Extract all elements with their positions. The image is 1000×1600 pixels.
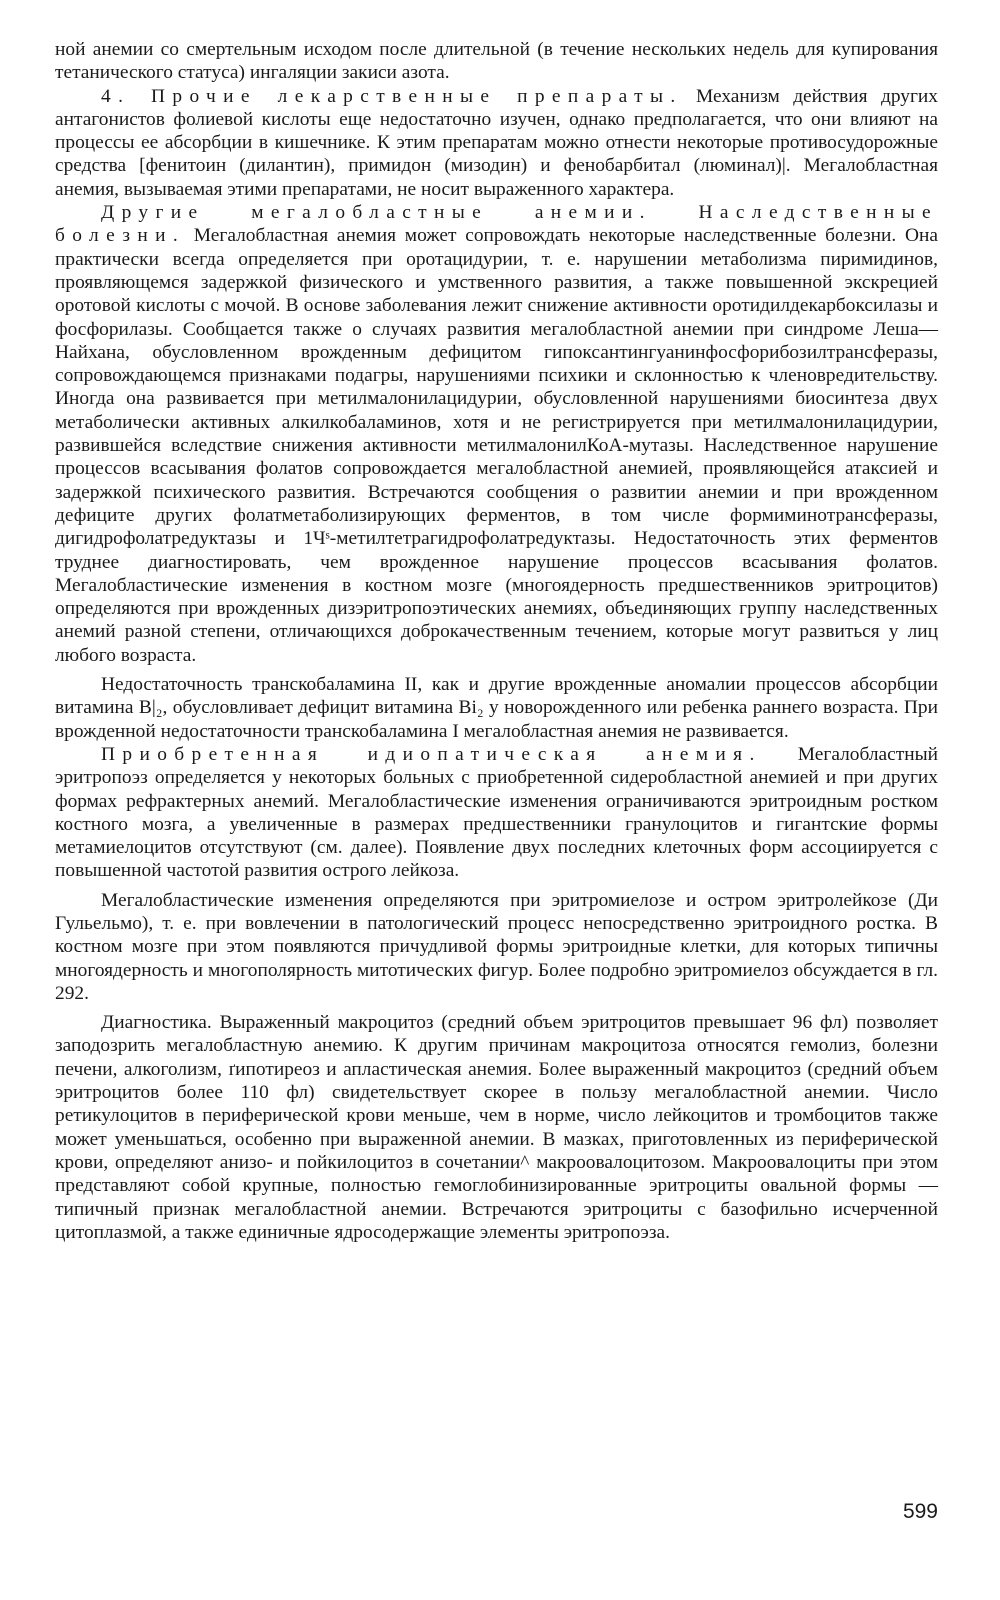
paragraph-nitrous-oxide-end [55,38,938,85]
paragraph-text: Мегалобластная анемия может сопровождать некоторые наследственные болезни. Она практически всегда определяется при оротацидурии, т. е. нарушении метаболизма пиримидинов, проявляющемся задержкой физического и умственного развития, а также повышенной экскрецией оротовой кислоты с мочой. В основе заболевания лежит снижение активности оротидилдекарбоксилазы и фосфорилазы. Сообщается также о случаях развития мегалобластной анемии при синдроме Леша—Найхана, обусловленном врожденным дефицитом гипоксантингуанинфосфорибозилтрансферазы, сопровождающемся признаками подагры, нарушениями психики и склонностью к членовредительству. Иногда она развивается при метилмалонилацидурии, обусловленной нарушениями биосинтеза двух метаболически активных алкилкобаламинов, хотя и не регистрируется при метилмалонилацидурии, развившейся вследствие снижения активности метилмалонилКоА-мутазы. Наследственное нарушение процессов всасывания фолатов сопровождается мегалобластной анемией, проявляющейся атаксией и задержкой психического развития. Встречаются сообщения о развитии анемии и при врожденном дефиците других фолатметаболизирующих ферментов, в том числе формиминотрансферазы, дигидрофолатредуктазы и 1Чˢ-метилтетрагидрофолатредуктазы. Недостаточность этих ферментов труднее диагностировать, чем врожденное нарушение процессов всасывания фолатов. Мегалобластические изменения в костном мозге (многоядерность предшественников эритроцитов) определяются при врожденных дизэритропоэтических анемиях, объединяющих группу наследственных анемий разной степени, отличающихся доброкачественным течением, которые могут развиться у лиц любого возраста. [55,225,938,666]
paragraph-diagnostics [55,1011,938,1244]
paragraph-text: ной анемии со смертельным исходом после длительной (в течение нескольких недель для купирования тетанического статуса) ингаляции закиси азота. [55,39,938,84]
section-lead: Приобретенная идиопатическая анемия. [101,743,762,765]
paragraph-erythromyelosis [55,889,938,1005]
paragraph-text: Мегалобластические изменения определяются при эритромиелозе и остром эритролейкозе (Ди Гульельмо), т. е. при вовлечении в патологический процесс непосредственно эритроидного ростка. В костном мозге при этом появляются причудливой формы эритроидные клетки, для которых типичны многоядерность и многополярность митотических фигур. Более подробно эритромиелоз обсуждается в гл. 292. [55,889,938,1004]
section-lead: Другие мегалобластные анемии. Наследственные болезни. [55,202,938,247]
paragraph-hereditary-diseases [55,201,938,667]
paragraph-transcobalamin [55,673,938,743]
paragraph-text: Недостаточность транскобаламина II, как и другие врожденные аномалии процессов абсорбции витамина В|₂, обусловливает дефицит витамина Bi₂ у новорожденного или ребенка раннего возраста. При врожденной недостаточности транскобаламина I мегалобластная анемия не развивается. [55,674,938,742]
paragraph-text: Механизм действия других антагонистов фолиевой кислоты еще недостаточно изучен, однако предполагается, что они влияют на процессы ее абсорбции в кишечнике. К этим препаратам можно отнести некоторые противосудорожные средства [фенитоин (дилантин), примидон (мизодин) и фенобарбитал (люминал)|. Мегалобластная анемия, вызываемая этими препаратами, не носит выраженного характера. [55,85,938,200]
page-number: 599 [902,1500,938,1523]
paragraph-text: Диагностика. Выраженный макроцитоз (средний объем эритроцитов превышает 96 фл) позволяет заподозрить мегалобластную анемию. К другим причинам макроцитоза относятся гемолиз, болезни печени, алкоголизм, ґипотиреоз и апластическая анемия. Более выраженный макроцитоз (средний объем эритроцитов более 110 фл) свидетельствует скорее в пользу мегалобластной анемии. Число ретикулоцитов в периферической крови меньше, чем в норме, число лейкоцитов и тромбоцитов также может уменьшаться, особенно при выраженной анемии. В мазках, приготовленных из периферической крови, определяют анизо- и пойкилоцитоз в сочетании^ макроовалоцитозом. Макроовалоциты при этом представляют собой крупные, полностью гемоглобинизированные эритроциты овальной формы — типичный признак мегалобластной анемии. Встречаются эритроциты с базофильно исчерченной цитоплазмой, а также единичные ядросодержащие элементы эритропоэза. [55,1012,938,1243]
paragraph-other-drugs [55,85,938,201]
section-lead: 4. Прочие лекарственные препараты. [101,85,683,107]
paragraph-text: Мегалобластный эритропоэз определяется у некоторых больных с приобретенной сидеробластной анемией и при других формах рефрактерных анемий. Мегалобластические изменения ограничиваются эритроидным ростком костного мозга, а увеличенные в размерах предшественники гранулоцитов и гигантские формы метамиелоцитов отсутствуют (см. далее). Появление двух последних клеточных форм ассоциируется с повышенной частотой развития острого лейкоза. [55,743,939,882]
paragraph-acquired-idiopathic [55,743,938,883]
